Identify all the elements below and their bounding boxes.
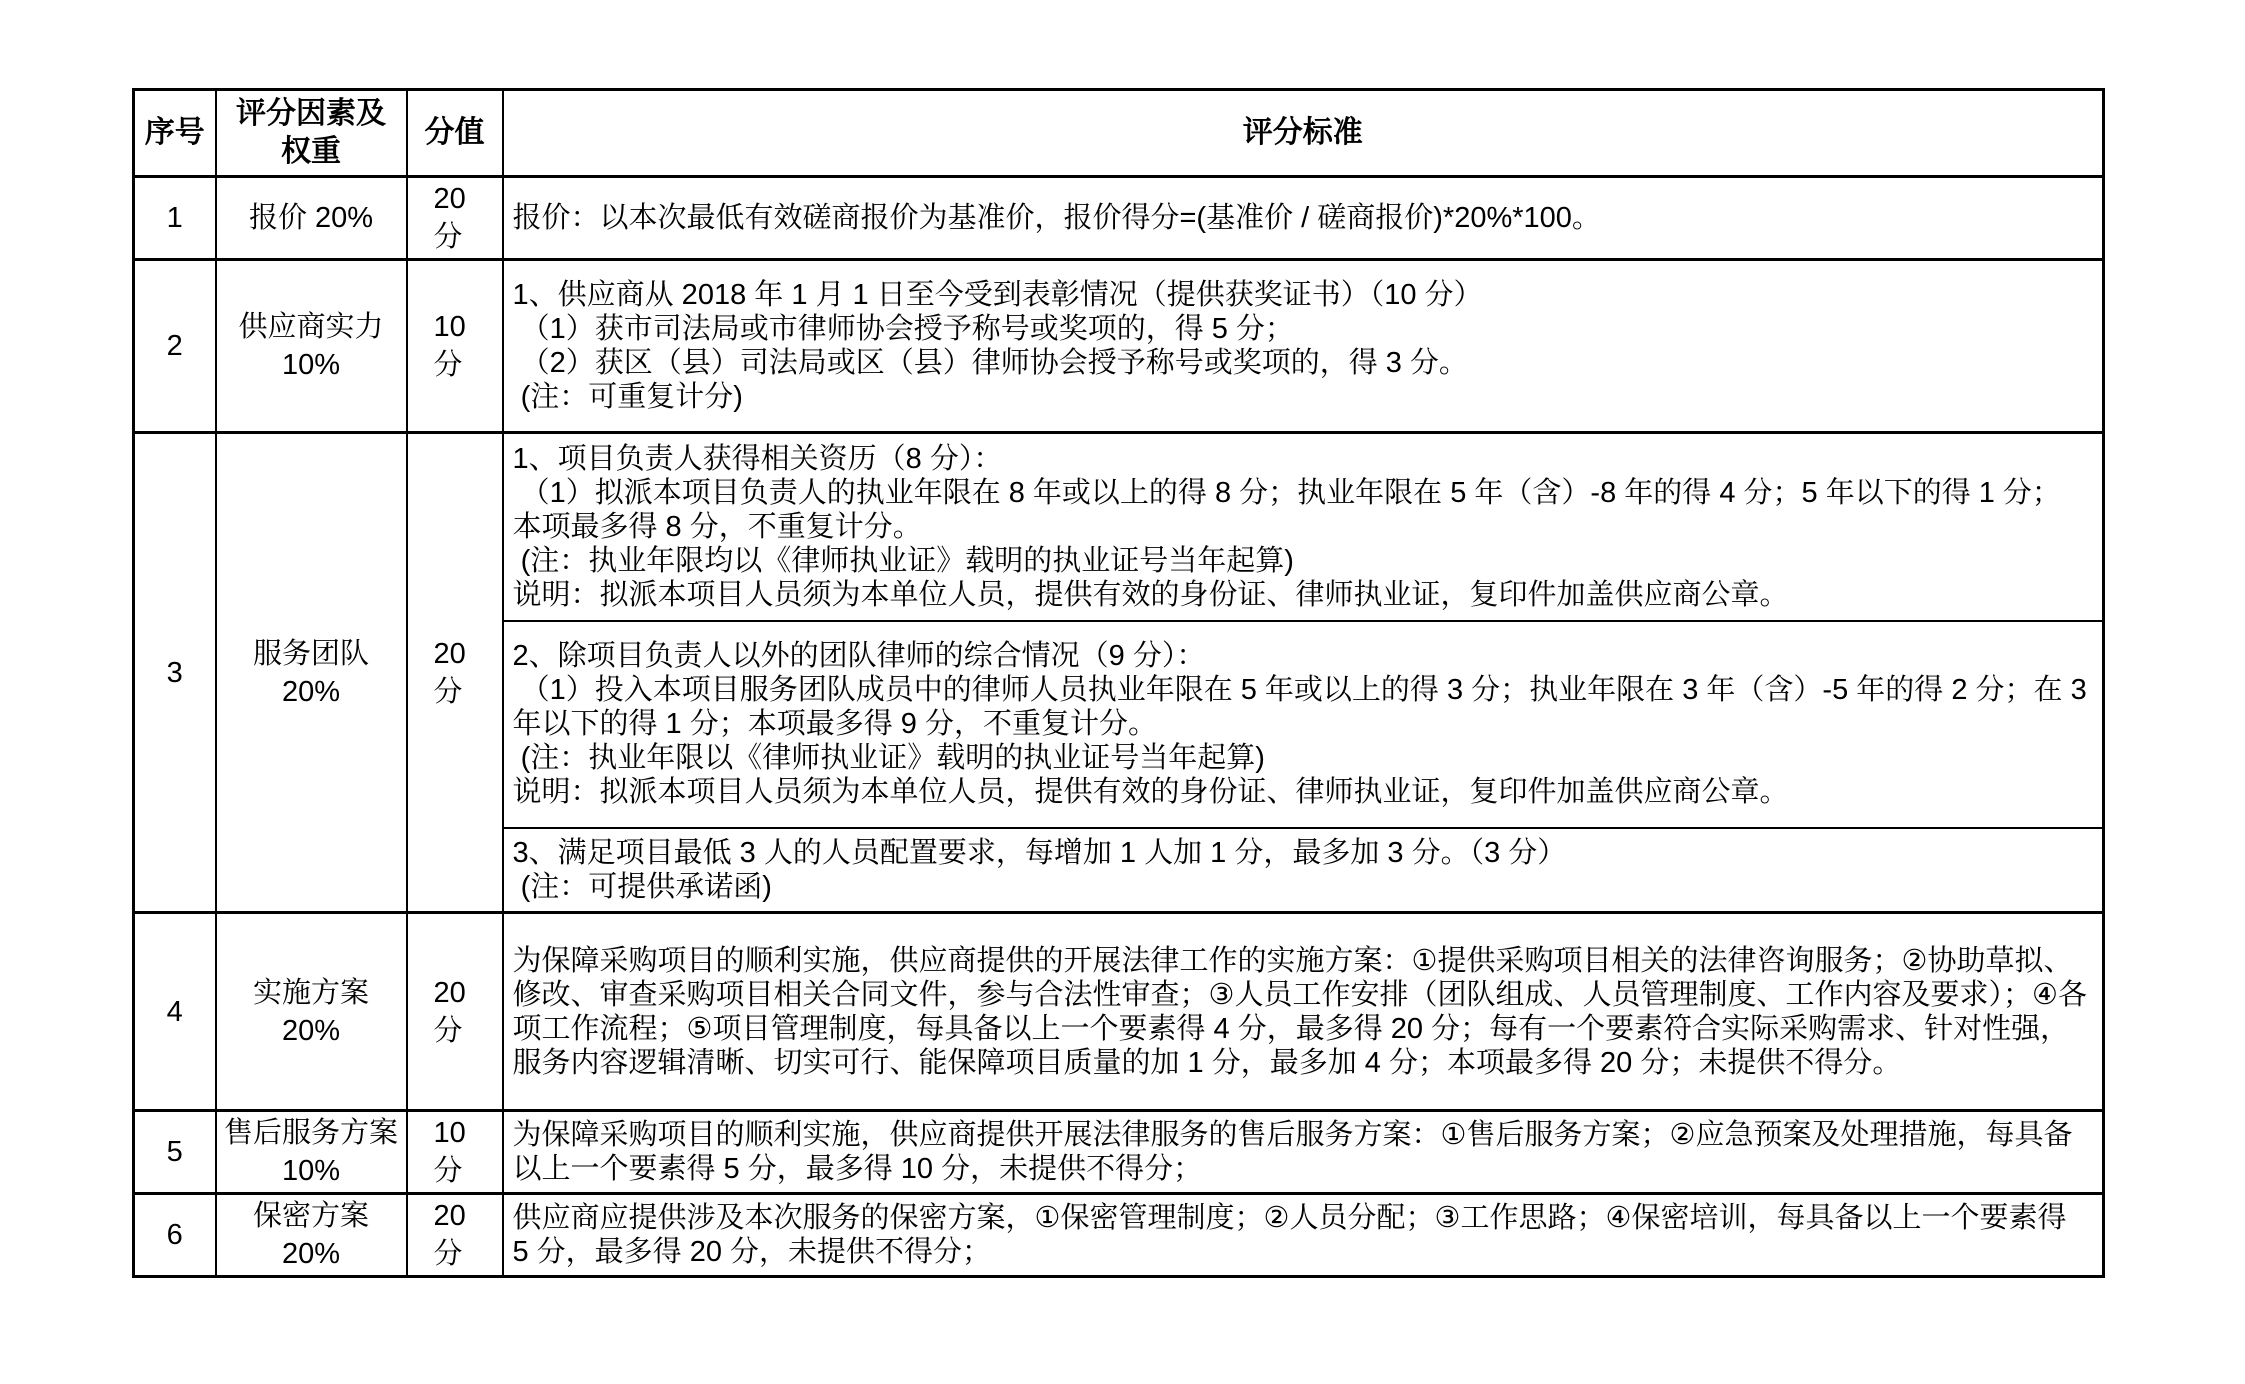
- cell-criteria: [503, 913, 2104, 1111]
- criteria-paragraph: 1、项目负责人获得相关资历（8 分）：: [512, 442, 1003, 475]
- score-value: 20 分: [433, 1200, 466, 1270]
- score-value: 10 分: [433, 311, 466, 381]
- cell-no: 4: [134, 913, 216, 1111]
- table-row: [134, 1111, 2104, 1194]
- criteria-paragraph: (注：执业年限均以《律师执业证》载明的执业证号当年起算): [512, 544, 1294, 577]
- criteria-paragraph: 为保障采购项目的顺利实施，供应商提供的开展法律工作的实施方案：①提供采购项目相关的法律咨询服务；②协助草拟、修改、审查采购项目相关合同文件，参与合法性审查；③人员工作安排（团队组成、人员管理制度、工作内容及要求）；④各项工作流程；⑤项目管理制度，每具备以上一个要素得 4 分，最多得 20 分；每有一个要素符合实际采购需求、针对性强，服务内容逻辑清晰、切实可行、能保障项目质量的加 1 分，最多加 4 分；本项最多得 20 分；未提供不得分。: [512, 944, 2087, 1079]
- cell-no: 2: [134, 260, 216, 433]
- cell-criteria: [503, 433, 2104, 621]
- score-value: 20 分: [433, 976, 466, 1047]
- score-value: 20 分: [433, 183, 466, 253]
- cell-score: [407, 1194, 503, 1277]
- criteria-paragraph: （2）获区（县）司法局或区（县）律师协会授予称号或奖项的，得 3 分。: [512, 347, 1468, 379]
- criteria-paragraph: （1）投入本项目服务团队成员中的律师人员执业年限在 5 年或以上的得 3 分；执业年限在 3 年（含）-5 年的得 2 分；在 3 年以下的得 1 分；本项最多得 9 分，不重复计分。: [512, 674, 2095, 740]
- header-row: [134, 90, 2104, 177]
- cell-criteria: [503, 621, 2104, 828]
- cell-factor: 报价 20%: [216, 177, 407, 260]
- criteria-paragraph: (注：执业年限以《律师执业证》载明的执业证号当年起算): [512, 742, 1265, 774]
- cell-score: [407, 913, 503, 1111]
- criteria-paragraph: (注：可重复计分): [512, 381, 743, 413]
- cell-score: [407, 1111, 503, 1194]
- col-header-factor: 评分因素及权重: [216, 90, 407, 177]
- cell-factor: 供应商实力 10%: [216, 260, 407, 433]
- criteria-paragraph: 1、供应商从 2018 年 1 月 1 日至今受到表彰情况（提供获奖证书）（10 分）: [512, 279, 1483, 311]
- col-header-score: 分值: [407, 90, 503, 177]
- col-header-criteria: 评分标准: [503, 90, 2104, 177]
- criteria-paragraph: (注：可提供承诺函): [512, 870, 772, 903]
- criteria-paragraph: 3、满足项目最低 3 人的人员配置要求，每增加 1 人加 1 分，最多加 3 分。（3 分）: [512, 836, 1567, 869]
- criteria-paragraph: 2、除项目负责人以外的团队律师的综合情况（9 分）：: [512, 640, 1206, 672]
- table-row: [134, 177, 2104, 260]
- cell-factor: 服务团队 20%: [216, 433, 407, 913]
- cell-score: [407, 260, 503, 433]
- cell-criteria: [503, 1111, 2104, 1194]
- cell-criteria: [503, 828, 2104, 913]
- table-row: [134, 433, 2104, 621]
- score-value: 10 分: [433, 1117, 466, 1187]
- cell-factor: 实施方案 20%: [216, 913, 407, 1111]
- table-row: [134, 260, 2104, 433]
- cell-factor: 售后服务方案 10%: [216, 1111, 407, 1194]
- cell-criteria: [503, 177, 2104, 260]
- criteria-paragraph: （1）获市司法局或市律师协会授予称号或奖项的，得 5 分；: [512, 313, 1294, 345]
- cell-factor: 保密方案 20%: [216, 1194, 407, 1277]
- cell-no: 5: [134, 1111, 216, 1194]
- cell-score: [407, 433, 503, 913]
- criteria-paragraph: 供应商应提供涉及本次服务的保密方案，①保密管理制度；②人员分配；③工作思路；④保密培训，每具备以上一个要素得 5 分，最多得 20 分，未提供不得分；: [512, 1202, 2075, 1268]
- criteria-paragraph: （1）拟派本项目负责人的执业年限在 8 年或以上的得 8 分；执业年限在 5 年（含）-8 年的得 4 分；5 年以下的得 1 分；本项最多得 8 分，不重复计分。: [512, 476, 2061, 543]
- cell-score: [407, 177, 503, 260]
- col-header-index: 序号: [134, 90, 216, 177]
- score-value: 20 分: [433, 637, 466, 708]
- table-row: [134, 913, 2104, 1111]
- cell-no: 1: [134, 177, 216, 260]
- cell-criteria: [503, 260, 2104, 433]
- criteria-paragraph: 为保障采购项目的顺利实施，供应商提供开展法律服务的售后服务方案：①售后服务方案；②应急预案及处理措施，每具备以上一个要素得 5 分，最多得 10 分，未提供不得分；: [512, 1119, 2073, 1185]
- cell-criteria: [503, 1194, 2104, 1277]
- cell-no: 6: [134, 1194, 216, 1277]
- criteria-paragraph: 说明：拟派本项目人员须为本单位人员，提供有效的身份证、律师执业证，复印件加盖供应商公章。: [512, 578, 1789, 611]
- table-row: [134, 1194, 2104, 1277]
- criteria-paragraph: 说明：拟派本项目人员须为本单位人员，提供有效的身份证、律师执业证，复印件加盖供应商公章。: [512, 776, 1789, 808]
- cell-no: 3: [134, 433, 216, 913]
- scoring-table: [132, 88, 2105, 1278]
- criteria-paragraph: 报价：以本次最低有效磋商报价为基准价，报价得分=(基准价 / 磋商报价)*20%*100。: [512, 202, 1601, 234]
